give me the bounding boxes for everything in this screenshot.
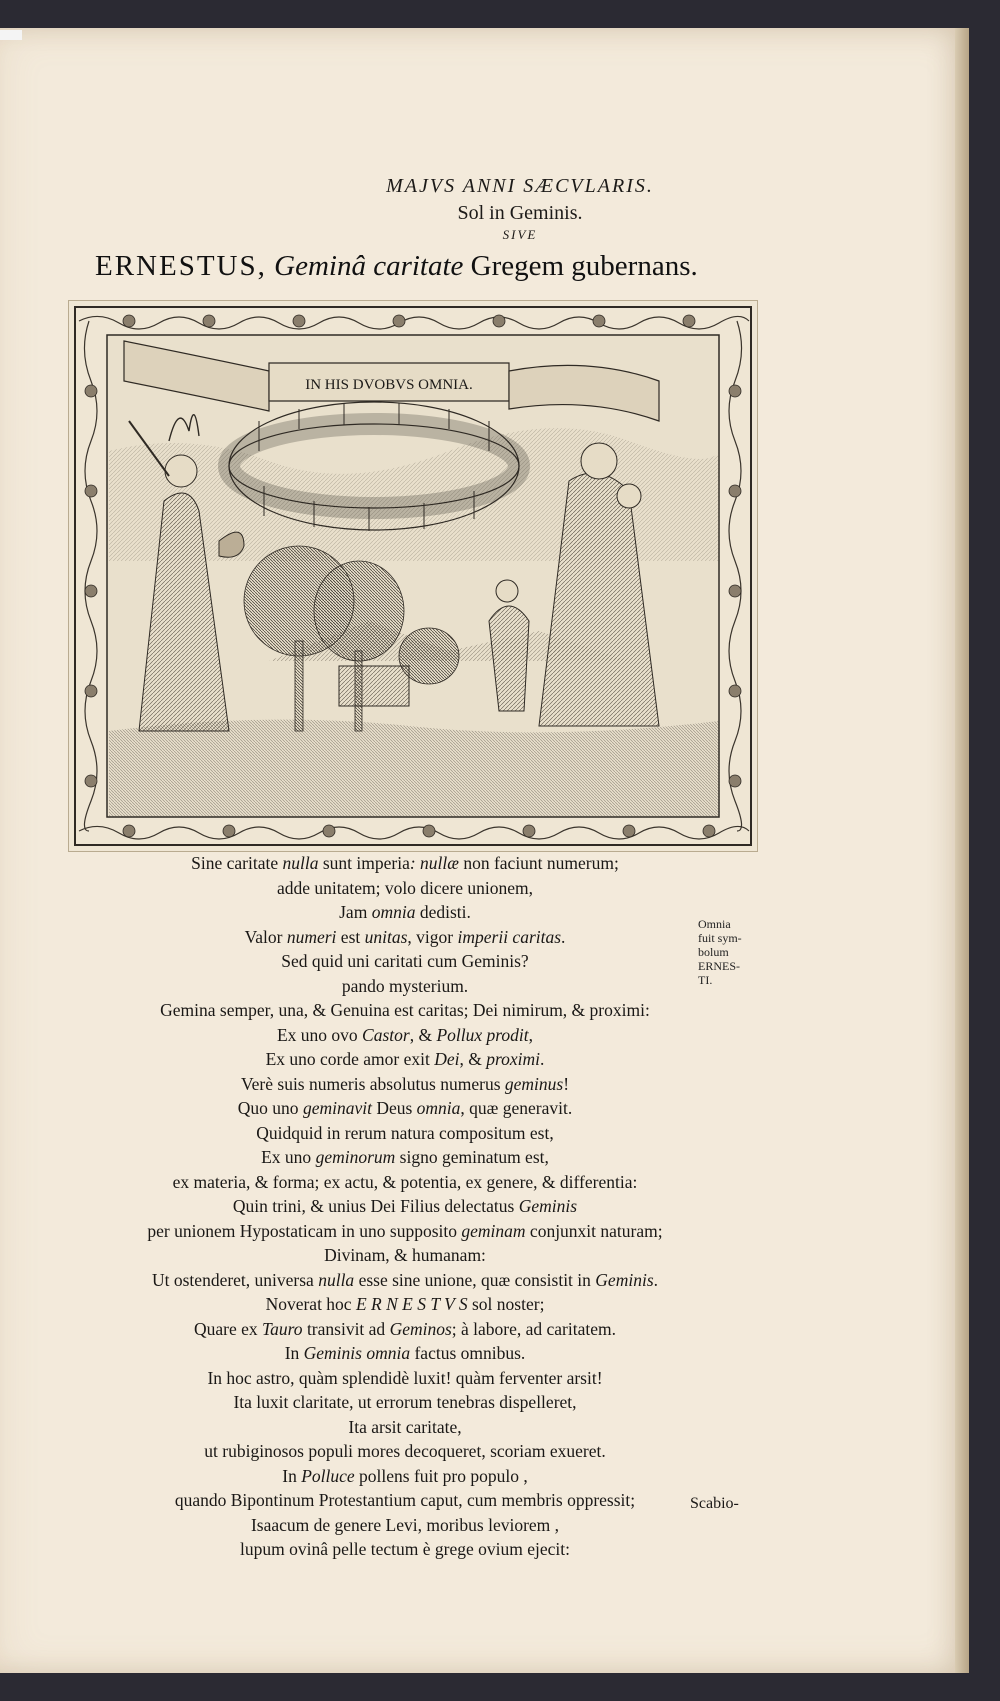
poem-segment: per unionem Hypostaticam in uno supposito bbox=[147, 1220, 462, 1241]
poem-segment: Ex uno bbox=[261, 1147, 316, 1167]
poem-line bbox=[100, 1488, 710, 1513]
poem-segment: signo geminatum est, bbox=[395, 1147, 549, 1167]
poem-segment: . bbox=[540, 1049, 545, 1069]
poem-line bbox=[100, 1341, 710, 1366]
engraving-illustration bbox=[68, 300, 758, 852]
poem-italic: nulla bbox=[282, 853, 319, 873]
poem-segment: pando mysterium. bbox=[341, 975, 469, 996]
poem-line bbox=[100, 1537, 710, 1562]
poem-segment: Ex uno ovo bbox=[276, 1024, 363, 1045]
banner-text: IN HIS DVOBVS OMNIA. bbox=[305, 377, 473, 393]
poem-segment: , & bbox=[459, 1049, 487, 1069]
poem-segment: conjunxit naturam; bbox=[525, 1220, 663, 1241]
poem-segment: , quæ generavit. bbox=[460, 1098, 573, 1118]
poem-italic: omnia bbox=[416, 1098, 461, 1118]
poem-segment: Ita luxit claritate, ut errorum tenebras dispelleret, bbox=[233, 1392, 577, 1412]
page-edge bbox=[955, 28, 969, 1673]
poem-segment: Deus bbox=[371, 1098, 417, 1118]
poem-italic: E R N E S T V S bbox=[355, 1294, 468, 1314]
poem-segment: . bbox=[653, 1269, 658, 1290]
poem-segment: non faciunt numerum; bbox=[458, 853, 619, 873]
poem-segment: . bbox=[561, 926, 566, 947]
poem-segment: ! bbox=[563, 1073, 570, 1094]
poem-line bbox=[100, 1194, 710, 1219]
poem-segment: ex materia, & forma; ex actu, & potentia, ex genere, & differentia: bbox=[172, 1171, 638, 1192]
page-subheading: Sol in Geminis. bbox=[457, 202, 583, 224]
poem-line bbox=[100, 1366, 710, 1391]
poem-segment: pollens fuit pro populo , bbox=[354, 1465, 528, 1486]
poem-italic: Geminis omnia bbox=[303, 1343, 411, 1363]
poem-segment: Noverat hoc bbox=[265, 1294, 356, 1314]
poem-italic: Castor bbox=[362, 1024, 410, 1045]
poem-line bbox=[100, 1243, 710, 1268]
poem-line bbox=[100, 1439, 710, 1464]
title-italic: Geminâ caritate bbox=[274, 250, 464, 282]
poem-italic: geminorum bbox=[315, 1147, 396, 1167]
poem-line bbox=[100, 925, 710, 950]
poem-segment: Sine caritate bbox=[191, 853, 283, 873]
poem-line bbox=[100, 1023, 710, 1048]
poem-segment: Ita arsit caritate, bbox=[348, 1416, 462, 1437]
page-tab bbox=[0, 30, 22, 40]
title-name: ERNESTUS, bbox=[95, 250, 267, 282]
poem-segment: Isaacum de genere Levi, moribus leviorem , bbox=[250, 1514, 560, 1535]
poem-italic: : nullæ bbox=[409, 853, 459, 873]
poem-segment: adde unitatem; volo dicere unionem, bbox=[276, 877, 534, 898]
poem-line bbox=[100, 1219, 710, 1244]
poem-line bbox=[100, 1513, 710, 1538]
poem-line bbox=[100, 1464, 710, 1489]
poem-italic: imperii caritas bbox=[457, 926, 562, 947]
poem-italic: Geminis bbox=[518, 1196, 578, 1216]
poem-segment: Quidquid in rerum natura compositum est, bbox=[256, 1122, 554, 1143]
poem-italic: Polluce bbox=[301, 1465, 355, 1486]
poem-italic: Geminis bbox=[595, 1269, 654, 1290]
poem-line bbox=[100, 1096, 710, 1121]
margin-note-line: bolum bbox=[698, 945, 729, 959]
poem-italic: nulla bbox=[318, 1269, 355, 1290]
poem-segment: Valor bbox=[244, 926, 287, 947]
poem-line bbox=[100, 1145, 710, 1170]
poem-italic: omnia bbox=[371, 902, 416, 922]
page-heading: MAJVS ANNI SÆCVLARIS. bbox=[386, 175, 654, 197]
poem-italic: geminus bbox=[504, 1073, 564, 1094]
margin-note-line: Omnia bbox=[698, 917, 731, 931]
poem-line bbox=[100, 998, 710, 1023]
poem-line bbox=[100, 1170, 710, 1195]
poem-italic: Tauro bbox=[262, 1318, 303, 1339]
poem-segment: , & bbox=[409, 1024, 437, 1045]
poem-segment: Verè suis numeris absolutus numerus bbox=[240, 1073, 505, 1094]
poem-segment: ut rubiginosos populi mores decoqueret, scoriam exueret. bbox=[204, 1441, 606, 1461]
poem-segment: ; à labore, ad caritatem. bbox=[451, 1318, 616, 1339]
poem-segment: In bbox=[282, 1465, 302, 1486]
poem-segment: est bbox=[336, 926, 365, 947]
catchword: Scabio- bbox=[690, 1495, 739, 1512]
poem-line bbox=[100, 1268, 710, 1293]
poem-segment: sunt imperia bbox=[318, 853, 410, 873]
poem-italic: numeri bbox=[286, 926, 337, 947]
poem-line bbox=[100, 1415, 710, 1440]
poem-line bbox=[100, 1317, 710, 1342]
margin-note bbox=[698, 917, 758, 987]
poem-segment: , vigor bbox=[407, 926, 458, 947]
poem-segment: Quo uno bbox=[237, 1098, 303, 1118]
poem-segment: lupum ovinâ pelle tectum è grege ovium ejecit: bbox=[240, 1539, 570, 1559]
margin-note-line: ERNES- bbox=[698, 959, 740, 973]
poem-segment: Gemina semper, una, & Genuina est caritas; Dei nimirum, & proximi: bbox=[160, 1000, 650, 1020]
poem-segment: , bbox=[528, 1024, 534, 1045]
poem-italic: Geminos bbox=[389, 1318, 452, 1339]
poem-segment: Quin trini, & unius Dei Filius delectatus bbox=[232, 1196, 519, 1216]
title-rest: Gregem gubernans. bbox=[470, 250, 698, 282]
poem-line bbox=[100, 1072, 710, 1097]
poem-line bbox=[100, 1390, 710, 1415]
poem-segment: Jam bbox=[339, 902, 372, 922]
poem-segment: In bbox=[284, 1343, 304, 1363]
poem-italic: proximi bbox=[486, 1049, 541, 1069]
poem-segment: esse sine unione, quæ consistit in bbox=[354, 1269, 596, 1290]
poem-segment: Quare ex bbox=[193, 1318, 263, 1339]
poem-line bbox=[100, 851, 710, 876]
poem-segment: Ex uno corde amor exit bbox=[265, 1049, 435, 1069]
poem-segment: Ut ostenderet, universa bbox=[152, 1269, 319, 1290]
poem-italic: Pollux prodit bbox=[436, 1024, 529, 1045]
poem-segment: Sed quid uni caritati cum Geminis? bbox=[281, 951, 529, 971]
margin-note-line: fuit sym- bbox=[698, 931, 742, 945]
poem-line bbox=[100, 1047, 710, 1072]
poem-segment: dedisti. bbox=[415, 902, 471, 922]
poem-segment: sol noster; bbox=[467, 1294, 545, 1314]
poem-italic: geminam bbox=[461, 1220, 526, 1241]
poem-line bbox=[100, 974, 710, 999]
sive-label: SIVE bbox=[502, 227, 538, 242]
poem-text bbox=[100, 851, 710, 1562]
poem-segment: transivit ad bbox=[302, 1318, 390, 1339]
poem-segment: factus omnibus. bbox=[410, 1343, 526, 1363]
poem-italic: Dei bbox=[434, 1049, 460, 1069]
poem-line bbox=[100, 900, 710, 925]
page-title bbox=[95, 250, 755, 283]
poem-line bbox=[100, 876, 710, 901]
poem-segment: Divinam, & humanam: bbox=[324, 1245, 486, 1265]
poem-line bbox=[100, 1292, 710, 1317]
poem-segment: quando Bipontinum Protestantium caput, cum membris oppressit; bbox=[174, 1490, 636, 1510]
margin-note-line: TI. bbox=[698, 973, 713, 987]
poem-italic: geminavit bbox=[302, 1098, 372, 1118]
poem-segment: In hoc astro, quàm splendidè luxit! quàm ferventer arsit! bbox=[207, 1367, 603, 1388]
poem-italic: unitas bbox=[364, 926, 408, 947]
poem-line bbox=[100, 1121, 710, 1146]
poem-line bbox=[100, 949, 710, 974]
